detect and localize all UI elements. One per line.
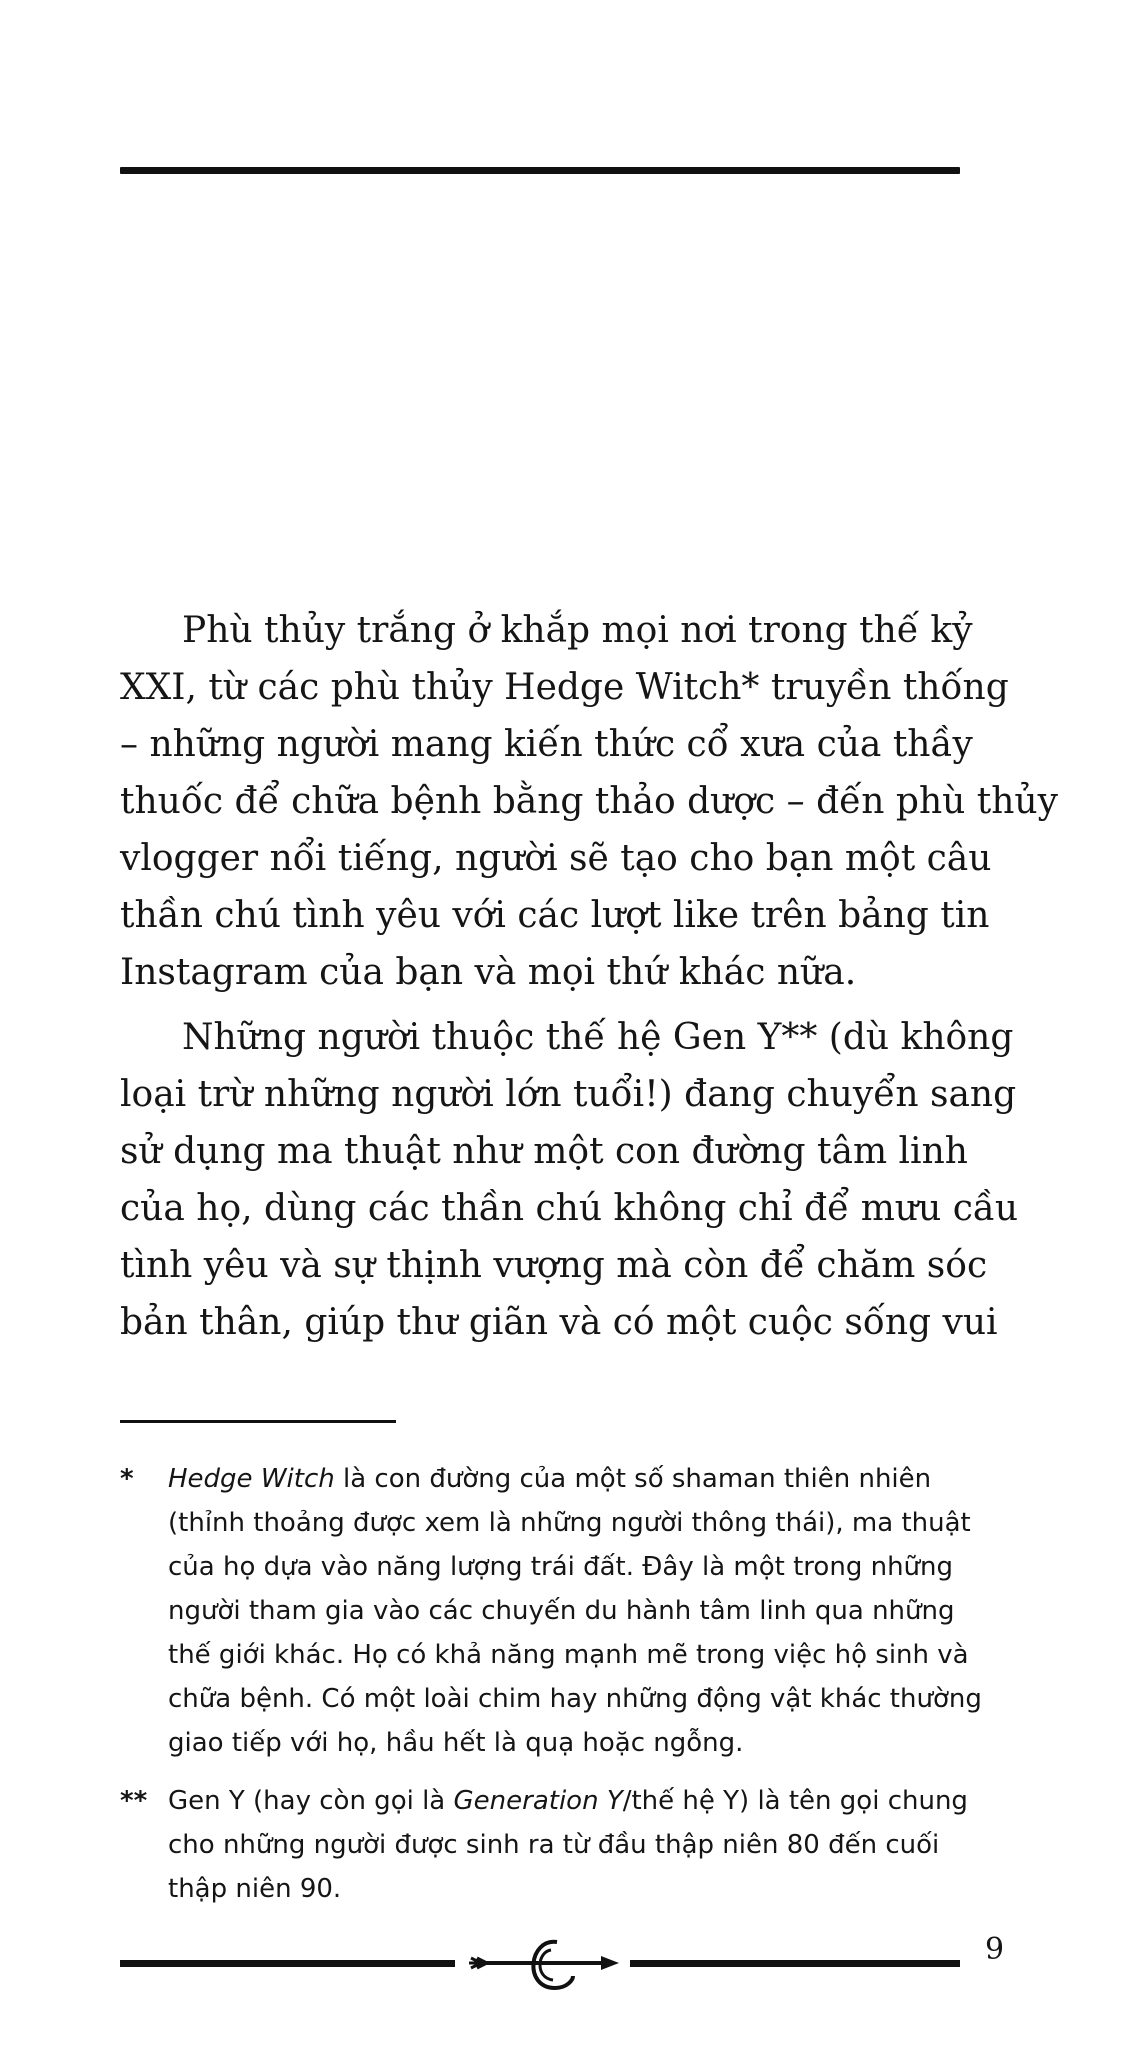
paragraph-1 [120, 602, 1058, 1001]
footnote-term: Generation Y [453, 1786, 623, 1816]
footnote-separator [120, 1420, 396, 1423]
top-rule [120, 167, 960, 174]
paragraph-2 [120, 1009, 1019, 1351]
footnote-mark: ** [120, 1786, 148, 1816]
text-line: bản thân, giúp thư giãn và có một cuộc sống vui [120, 1302, 998, 1343]
footnote-line-post: /thế hệ Y) là tên gọi chung [622, 1786, 968, 1816]
text-line: Những người thuộc thế hệ Gen Y** (dù không [182, 1017, 1014, 1058]
page-number: 9 [985, 1932, 1005, 1967]
text-line: vlogger nổi tiếng, người sẽ tạo cho bạn một câu [120, 838, 992, 879]
footnote-line-rest: là con đường của một số shaman thiên nhiên [334, 1464, 932, 1494]
text-line: XXI, từ các phù thủy Hedge Witch* truyền thống [120, 667, 1009, 708]
text-line: loại trừ những người lớn tuổi!) đang chuyển sang [120, 1074, 1017, 1115]
footnote-term: Hedge Witch [168, 1464, 335, 1494]
footnote-line [168, 1779, 968, 1823]
footnote-1 [120, 1457, 982, 1765]
footnote-2 [120, 1779, 968, 1911]
body-text [120, 602, 1058, 1359]
footnote-line: cho những người được sinh ra từ đầu thập niên 80 đến cuối [168, 1830, 940, 1860]
page-footer [120, 1930, 1000, 2000]
footer-rule-left [120, 1960, 455, 1967]
text-line: thuốc để chữa bệnh bằng thảo dược – đến phù thủy [120, 781, 1058, 822]
footnote-line: (thỉnh thoảng được xem là những người thông thái), ma thuật [168, 1508, 971, 1538]
text-line: Phù thủy trắng ở khắp mọi nơi trong thế kỷ [182, 610, 973, 651]
footnote-text [168, 1779, 968, 1911]
footnote-line: chữa bệnh. Có một loài chim hay những động vật khác thường [168, 1684, 982, 1714]
footnote-line [168, 1457, 960, 1501]
text-line: sử dụng ma thuật như một con đường tâm linh [120, 1131, 968, 1172]
text-line: – những người mang kiến thức cổ xưa của thầy [120, 724, 973, 765]
text-line: của họ, dùng các thần chú không chỉ để mưu cầu [120, 1188, 1019, 1229]
footnote-line: người tham gia vào các chuyến du hành tâm linh qua những [168, 1596, 955, 1626]
footnote-line: giao tiếp với họ, hầu hết là quạ hoặc ngỗng. [168, 1728, 744, 1758]
footnote-mark: * [120, 1464, 134, 1494]
footnote-line-pre: Gen Y (hay còn gọi là [168, 1786, 454, 1816]
text-line: thần chú tình yêu với các lượt like trên bảng tin [120, 895, 990, 936]
footnote-line: thế giới khác. Họ có khả năng mạnh mẽ trong việc hộ sinh và [168, 1640, 969, 1670]
footnotes [120, 1457, 982, 1925]
footnote-line: của họ dựa vào năng lượng trái đất. Đây là một trong những [168, 1552, 954, 1582]
arrow-ornament-icon [465, 1930, 625, 2000]
text-line: tình yêu và sự thịnh vượng mà còn để chăm sóc [120, 1245, 988, 1286]
text-line: Instagram của bạn và mọi thứ khác nữa. [120, 952, 857, 993]
footnote-line: thập niên 90. [168, 1874, 342, 1904]
footer-rule-right [630, 1960, 960, 1967]
footnote-text [168, 1457, 982, 1765]
